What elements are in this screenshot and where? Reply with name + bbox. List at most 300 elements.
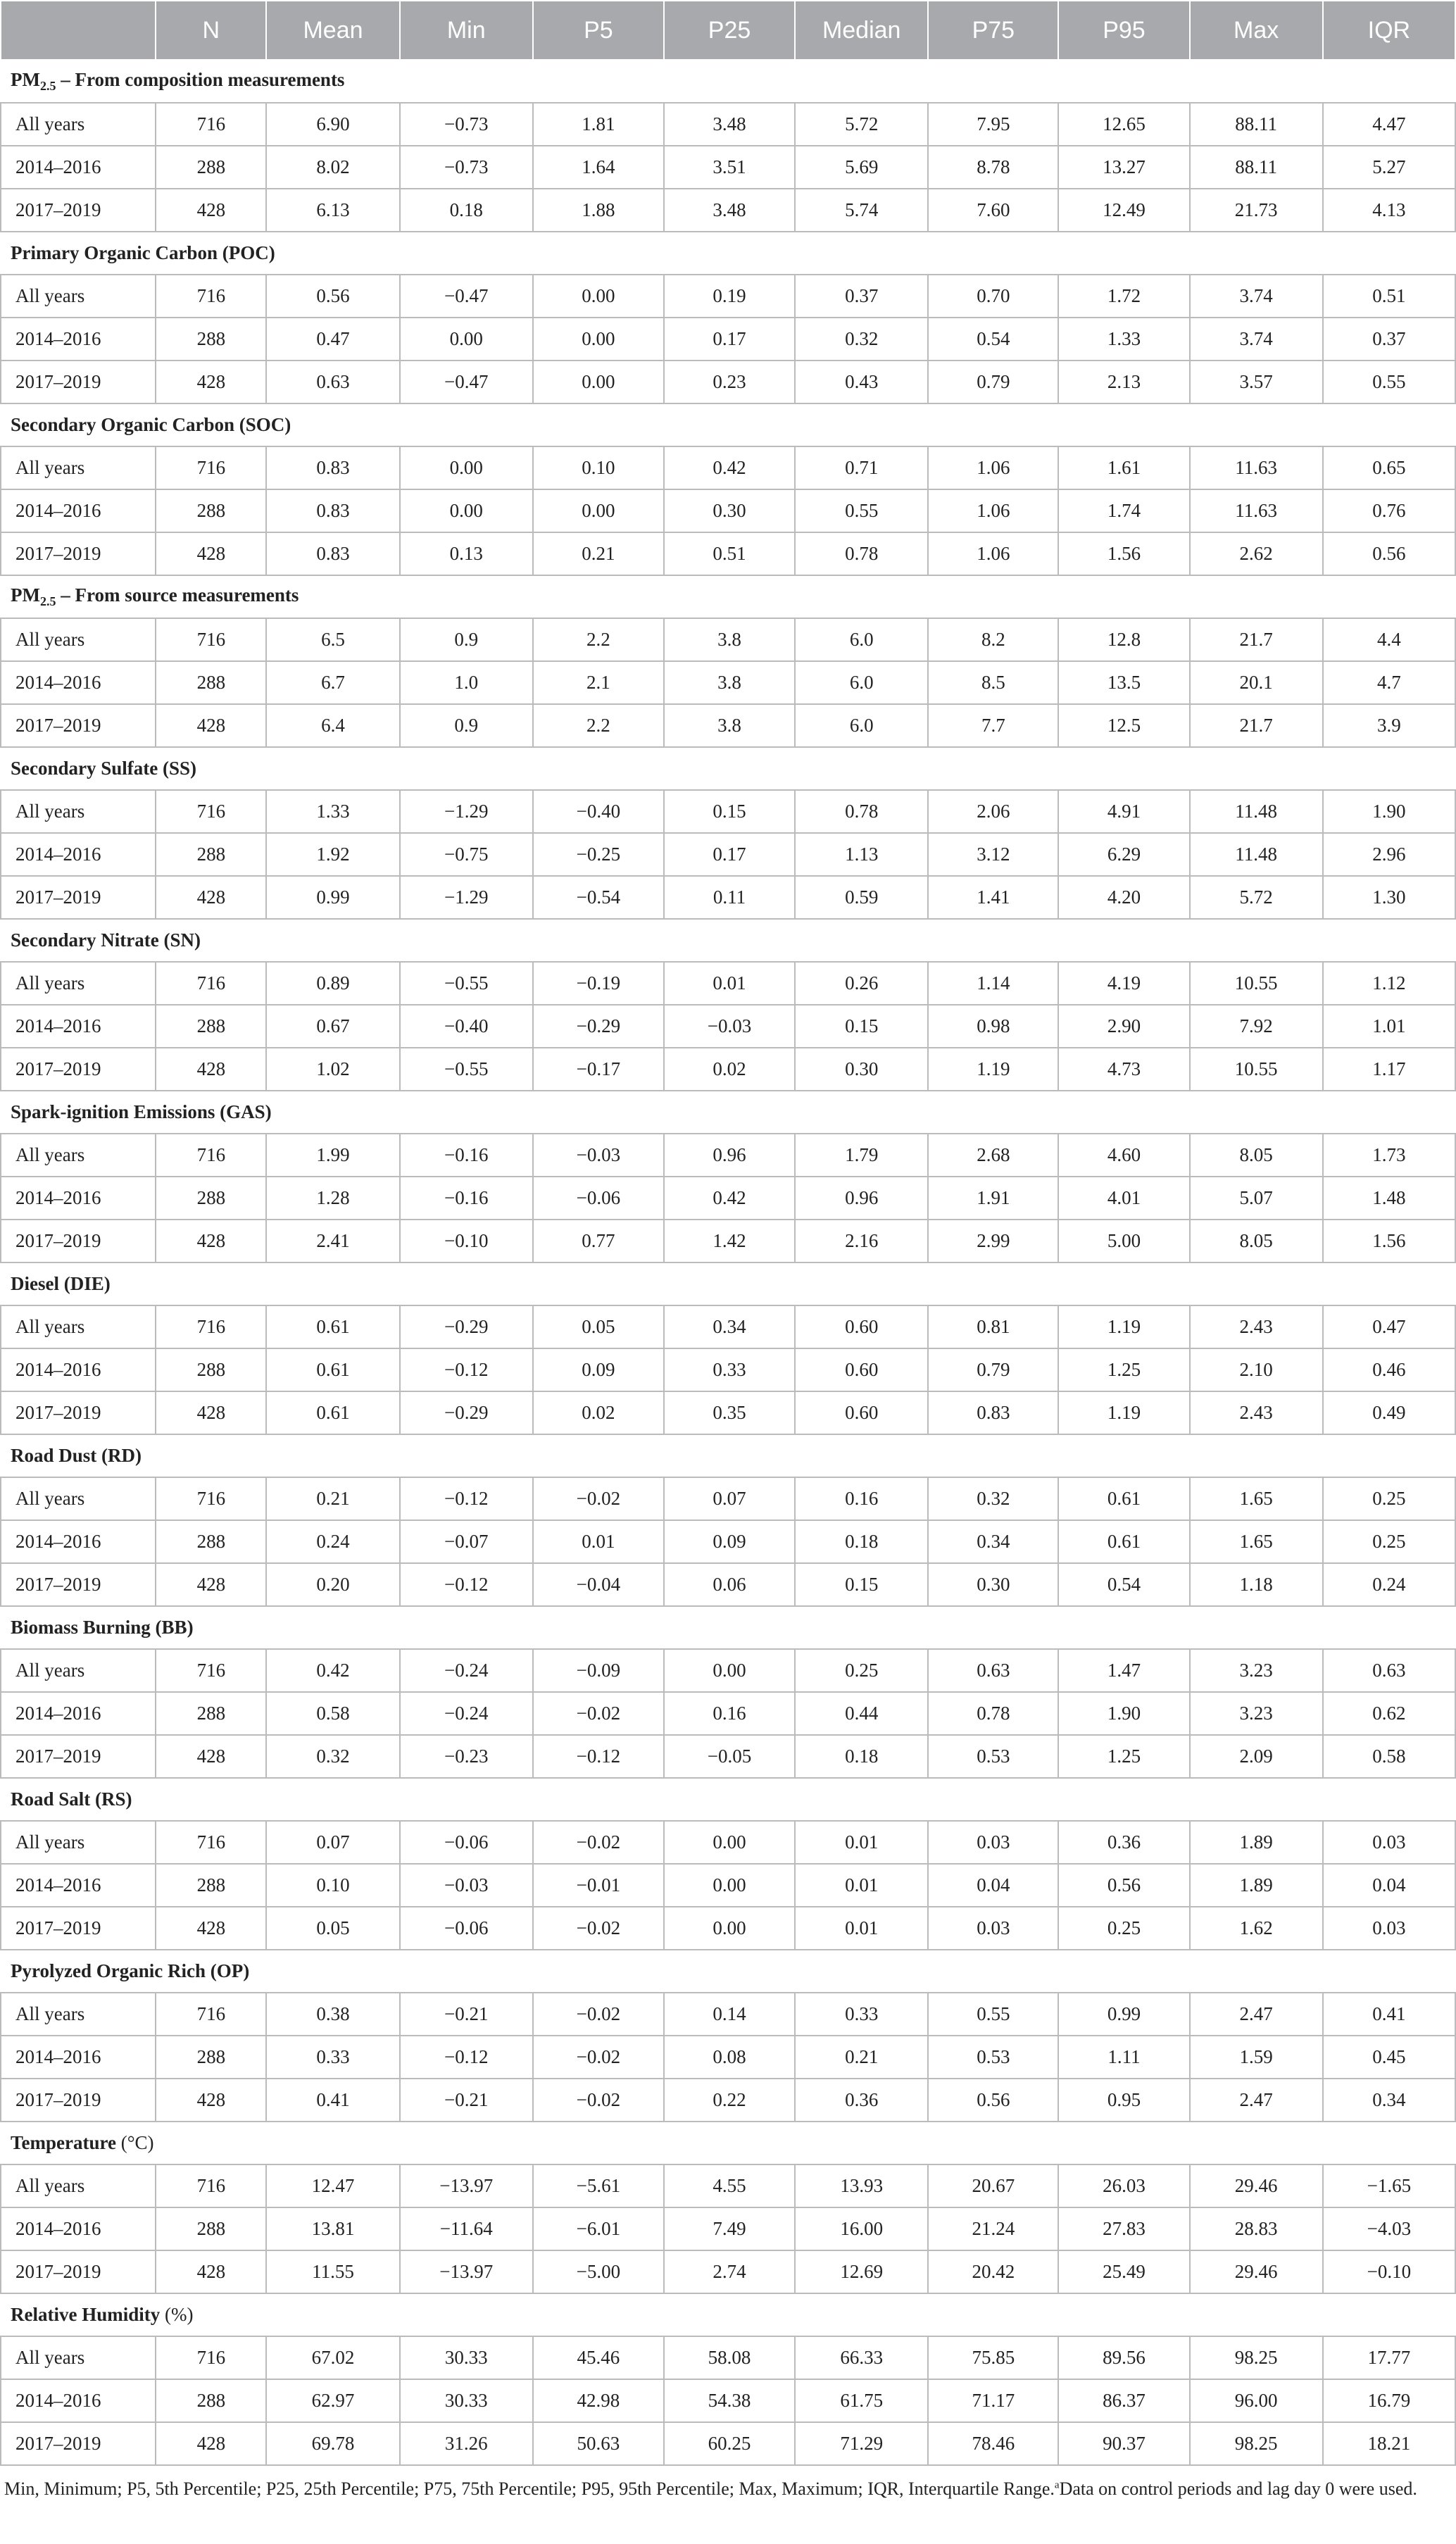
- cell-median: 16.00: [795, 2207, 928, 2250]
- cell-p25: 0.42: [664, 1177, 795, 1220]
- table-row: [1, 2422, 1455, 2465]
- cell-median: 0.25: [795, 1649, 928, 1692]
- cell-min: 0.00: [400, 318, 533, 361]
- cell-p95: 0.95: [1058, 2079, 1189, 2122]
- row-label: All years: [1, 962, 156, 1005]
- cell-p5: 2.2: [533, 704, 664, 747]
- cell-p5: −5.61: [533, 2164, 664, 2207]
- cell-mean: 0.61: [266, 1305, 399, 1348]
- cell-p95: 1.56: [1058, 532, 1189, 575]
- cell-n: 428: [156, 2079, 266, 2122]
- cell-p95: 0.36: [1058, 1821, 1189, 1864]
- cell-p25: 3.8: [664, 618, 795, 661]
- cell-p75: 0.04: [928, 1864, 1058, 1907]
- table-row: [1, 1348, 1455, 1391]
- cell-n: 716: [156, 1134, 266, 1177]
- section-title-text: PM: [11, 584, 40, 606]
- cell-p75: 0.63: [928, 1649, 1058, 1692]
- section-title-text: PM: [11, 69, 40, 90]
- header-cell-iqr: IQR: [1323, 1, 1455, 60]
- table-body: [1, 60, 1455, 2465]
- section-title: [1, 919, 1455, 962]
- cell-min: −0.24: [400, 1692, 533, 1735]
- cell-p95: 2.90: [1058, 1005, 1189, 1048]
- section-header-row: [1, 1091, 1455, 1134]
- cell-max: 10.55: [1190, 962, 1323, 1005]
- cell-min: 1.0: [400, 661, 533, 704]
- cell-p95: 4.91: [1058, 790, 1189, 833]
- cell-p5: −0.09: [533, 1649, 664, 1692]
- section-title-text: Road Salt (RS): [11, 1788, 132, 1810]
- cell-iqr: 1.48: [1323, 1177, 1455, 1220]
- cell-median: 0.32: [795, 318, 928, 361]
- row-label: 2014–2016: [1, 2036, 156, 2079]
- row-label: All years: [1, 790, 156, 833]
- cell-min: −0.21: [400, 2079, 533, 2122]
- table-row: [1, 1005, 1455, 1048]
- cell-max: 1.89: [1190, 1821, 1323, 1864]
- cell-p95: 0.61: [1058, 1477, 1189, 1520]
- cell-p5: −0.29: [533, 1005, 664, 1048]
- cell-mean: 6.7: [266, 661, 399, 704]
- cell-p25: −0.05: [664, 1735, 795, 1778]
- cell-min: −0.24: [400, 1649, 533, 1692]
- cell-p75: 8.78: [928, 146, 1058, 189]
- cell-p95: 4.19: [1058, 962, 1189, 1005]
- cell-p95: 1.19: [1058, 1391, 1189, 1434]
- cell-p75: 1.06: [928, 446, 1058, 489]
- table-row: [1, 876, 1455, 919]
- row-label: 2014–2016: [1, 2379, 156, 2422]
- row-label: 2014–2016: [1, 1864, 156, 1907]
- cell-p25: 0.06: [664, 1563, 795, 1606]
- header-cell-p95: P95: [1058, 1, 1189, 60]
- cell-p25: −0.03: [664, 1005, 795, 1048]
- cell-median: 5.69: [795, 146, 928, 189]
- cell-p5: 0.00: [533, 361, 664, 403]
- cell-median: 0.15: [795, 1563, 928, 1606]
- cell-n: 288: [156, 833, 266, 876]
- cell-p25: 0.00: [664, 1649, 795, 1692]
- cell-max: 11.48: [1190, 790, 1323, 833]
- cell-mean: 0.41: [266, 2079, 399, 2122]
- cell-p25: 0.14: [664, 1993, 795, 2036]
- table-row: [1, 618, 1455, 661]
- footnote-marker: a: [1054, 2479, 1060, 2491]
- cell-p5: 0.00: [533, 275, 664, 318]
- cell-p5: 0.00: [533, 318, 664, 361]
- cell-min: −13.97: [400, 2250, 533, 2293]
- cell-p25: 3.8: [664, 661, 795, 704]
- cell-min: −0.21: [400, 1993, 533, 2036]
- cell-n: 716: [156, 275, 266, 318]
- section-title: [1, 1262, 1455, 1305]
- cell-iqr: 1.30: [1323, 876, 1455, 919]
- cell-n: 288: [156, 146, 266, 189]
- cell-max: 3.23: [1190, 1649, 1323, 1692]
- cell-p5: −0.19: [533, 962, 664, 1005]
- cell-n: 288: [156, 1177, 266, 1220]
- cell-p5: −0.02: [533, 1821, 664, 1864]
- row-label: 2014–2016: [1, 661, 156, 704]
- cell-p95: 12.8: [1058, 618, 1189, 661]
- cell-min: −0.29: [400, 1391, 533, 1434]
- section-header-row: [1, 1950, 1455, 1993]
- cell-p75: 0.34: [928, 1520, 1058, 1563]
- cell-iqr: 0.34: [1323, 2079, 1455, 2122]
- cell-p25: 0.30: [664, 489, 795, 532]
- cell-n: 288: [156, 2379, 266, 2422]
- cell-mean: 0.61: [266, 1348, 399, 1391]
- cell-mean: 0.05: [266, 1907, 399, 1950]
- cell-min: 0.00: [400, 489, 533, 532]
- cell-p5: 50.63: [533, 2422, 664, 2465]
- cell-p75: 8.2: [928, 618, 1058, 661]
- cell-p25: 54.38: [664, 2379, 795, 2422]
- cell-n: 288: [156, 1864, 266, 1907]
- row-label: All years: [1, 1993, 156, 2036]
- row-label: 2017–2019: [1, 876, 156, 919]
- cell-p25: 0.11: [664, 876, 795, 919]
- section-title: [1, 575, 1455, 618]
- cell-iqr: 1.17: [1323, 1048, 1455, 1091]
- table-row: [1, 1048, 1455, 1091]
- cell-max: 2.43: [1190, 1391, 1323, 1434]
- cell-p25: 0.02: [664, 1048, 795, 1091]
- row-label: 2017–2019: [1, 2250, 156, 2293]
- cell-mean: 11.55: [266, 2250, 399, 2293]
- cell-iqr: 0.03: [1323, 1907, 1455, 1950]
- header-cell-min: Min: [400, 1, 533, 60]
- cell-p75: 1.41: [928, 876, 1058, 919]
- cell-p25: 0.19: [664, 275, 795, 318]
- cell-mean: 6.13: [266, 189, 399, 232]
- table-row: [1, 489, 1455, 532]
- cell-p75: 78.46: [928, 2422, 1058, 2465]
- cell-p75: 7.60: [928, 189, 1058, 232]
- cell-min: −0.12: [400, 1348, 533, 1391]
- row-label: 2017–2019: [1, 1563, 156, 1606]
- cell-iqr: 1.56: [1323, 1220, 1455, 1262]
- row-label: 2017–2019: [1, 1048, 156, 1091]
- cell-n: 288: [156, 661, 266, 704]
- cell-p75: 7.95: [928, 103, 1058, 146]
- cell-iqr: 0.25: [1323, 1520, 1455, 1563]
- cell-mean: 1.99: [266, 1134, 399, 1177]
- cell-mean: 0.20: [266, 1563, 399, 1606]
- cell-p75: 0.55: [928, 1993, 1058, 2036]
- row-label: All years: [1, 2336, 156, 2379]
- table-row: [1, 1177, 1455, 1220]
- cell-p95: 0.99: [1058, 1993, 1189, 2036]
- cell-iqr: 16.79: [1323, 2379, 1455, 2422]
- cell-n: 428: [156, 704, 266, 747]
- cell-p95: 0.25: [1058, 1907, 1189, 1950]
- cell-p5: −0.12: [533, 1735, 664, 1778]
- cell-p75: 0.70: [928, 275, 1058, 318]
- cell-n: 428: [156, 361, 266, 403]
- section-title-text: Relative Humidity: [11, 2304, 161, 2325]
- section-title: [1, 1778, 1455, 1821]
- header-row: [1, 1, 1455, 60]
- table-row: [1, 661, 1455, 704]
- cell-max: 3.74: [1190, 318, 1323, 361]
- cell-median: 12.69: [795, 2250, 928, 2293]
- cell-p5: 0.09: [533, 1348, 664, 1391]
- cell-min: −0.07: [400, 1520, 533, 1563]
- cell-p95: 1.25: [1058, 1735, 1189, 1778]
- cell-min: −11.64: [400, 2207, 533, 2250]
- cell-iqr: 18.21: [1323, 2422, 1455, 2465]
- cell-p95: 86.37: [1058, 2379, 1189, 2422]
- row-label: 2014–2016: [1, 318, 156, 361]
- cell-p25: 3.51: [664, 146, 795, 189]
- cell-median: 0.21: [795, 2036, 928, 2079]
- cell-n: 288: [156, 1520, 266, 1563]
- section-header-row: [1, 575, 1455, 618]
- cell-max: 2.62: [1190, 532, 1323, 575]
- cell-p95: 13.27: [1058, 146, 1189, 189]
- cell-p5: 0.02: [533, 1391, 664, 1434]
- row-label: 2017–2019: [1, 704, 156, 747]
- cell-min: −0.55: [400, 962, 533, 1005]
- cell-median: 0.78: [795, 790, 928, 833]
- cell-p95: 1.74: [1058, 489, 1189, 532]
- cell-max: 1.89: [1190, 1864, 1323, 1907]
- cell-max: 20.1: [1190, 661, 1323, 704]
- cell-mean: 0.24: [266, 1520, 399, 1563]
- cell-max: 1.18: [1190, 1563, 1323, 1606]
- cell-mean: 0.99: [266, 876, 399, 919]
- cell-max: 3.74: [1190, 275, 1323, 318]
- cell-p95: 0.61: [1058, 1520, 1189, 1563]
- cell-p5: −0.25: [533, 833, 664, 876]
- section-title: [1, 1434, 1455, 1477]
- cell-mean: 0.61: [266, 1391, 399, 1434]
- row-label: 2017–2019: [1, 1735, 156, 1778]
- cell-mean: 0.32: [266, 1735, 399, 1778]
- cell-p95: 12.65: [1058, 103, 1189, 146]
- table-row: [1, 361, 1455, 403]
- cell-p5: 1.88: [533, 189, 664, 232]
- cell-median: 0.18: [795, 1735, 928, 1778]
- cell-p95: 1.11: [1058, 2036, 1189, 2079]
- cell-iqr: 0.25: [1323, 1477, 1455, 1520]
- cell-max: 2.10: [1190, 1348, 1323, 1391]
- table-row: [1, 1391, 1455, 1434]
- row-label: 2014–2016: [1, 1692, 156, 1735]
- cell-iqr: 3.9: [1323, 704, 1455, 747]
- cell-p75: 21.24: [928, 2207, 1058, 2250]
- cell-p25: 3.48: [664, 103, 795, 146]
- cell-max: 98.25: [1190, 2336, 1323, 2379]
- cell-p95: 12.5: [1058, 704, 1189, 747]
- cell-p95: 0.56: [1058, 1864, 1189, 1907]
- cell-p25: 0.07: [664, 1477, 795, 1520]
- cell-median: 71.29: [795, 2422, 928, 2465]
- table-row: [1, 1735, 1455, 1778]
- cell-mean: 62.97: [266, 2379, 399, 2422]
- cell-max: 21.7: [1190, 618, 1323, 661]
- cell-p95: 1.90: [1058, 1692, 1189, 1735]
- cell-p5: −0.02: [533, 1692, 664, 1735]
- cell-p95: 90.37: [1058, 2422, 1189, 2465]
- cell-p95: 0.54: [1058, 1563, 1189, 1606]
- cell-p95: 6.29: [1058, 833, 1189, 876]
- cell-max: 5.72: [1190, 876, 1323, 919]
- cell-median: 13.93: [795, 2164, 928, 2207]
- section-title-suffix: (°C): [115, 2132, 154, 2153]
- section-header-row: [1, 60, 1455, 103]
- cell-n: 428: [156, 1391, 266, 1434]
- cell-p5: −0.02: [533, 2079, 664, 2122]
- row-label: All years: [1, 275, 156, 318]
- cell-max: 5.07: [1190, 1177, 1323, 1220]
- cell-p25: 3.48: [664, 189, 795, 232]
- cell-median: 6.0: [795, 661, 928, 704]
- cell-p75: 0.54: [928, 318, 1058, 361]
- cell-median: 0.43: [795, 361, 928, 403]
- section-title-suffix: – From source measurements: [56, 584, 299, 606]
- cell-min: −0.73: [400, 146, 533, 189]
- cell-p25: 2.74: [664, 2250, 795, 2293]
- cell-iqr: 5.27: [1323, 146, 1455, 189]
- cell-mean: 0.47: [266, 318, 399, 361]
- cell-p5: 45.46: [533, 2336, 664, 2379]
- cell-n: 716: [156, 618, 266, 661]
- table-row: [1, 2079, 1455, 2122]
- table-row: [1, 318, 1455, 361]
- cell-p95: 1.61: [1058, 446, 1189, 489]
- cell-min: −1.29: [400, 790, 533, 833]
- cell-n: 716: [156, 790, 266, 833]
- cell-p75: 0.79: [928, 361, 1058, 403]
- cell-iqr: 0.49: [1323, 1391, 1455, 1434]
- table-row: [1, 1864, 1455, 1907]
- cell-p75: 0.32: [928, 1477, 1058, 1520]
- row-label: All years: [1, 1821, 156, 1864]
- cell-p5: −0.02: [533, 1993, 664, 2036]
- cell-median: 0.36: [795, 2079, 928, 2122]
- cell-min: −0.55: [400, 1048, 533, 1091]
- section-title-suffix: – From composition measurements: [56, 69, 345, 90]
- cell-min: −0.10: [400, 1220, 533, 1262]
- cell-median: 0.37: [795, 275, 928, 318]
- cell-iqr: 0.65: [1323, 446, 1455, 489]
- cell-p25: 0.09: [664, 1520, 795, 1563]
- cell-max: 88.11: [1190, 146, 1323, 189]
- row-label: 2014–2016: [1, 1177, 156, 1220]
- cell-p95: 12.49: [1058, 189, 1189, 232]
- cell-p75: 1.06: [928, 532, 1058, 575]
- table-row: [1, 1907, 1455, 1950]
- cell-p75: 2.06: [928, 790, 1058, 833]
- row-label: 2014–2016: [1, 2207, 156, 2250]
- cell-iqr: 0.47: [1323, 1305, 1455, 1348]
- cell-n: 288: [156, 1692, 266, 1735]
- cell-p25: 0.42: [664, 446, 795, 489]
- cell-p95: 4.73: [1058, 1048, 1189, 1091]
- cell-max: 8.05: [1190, 1134, 1323, 1177]
- cell-median: 0.96: [795, 1177, 928, 1220]
- cell-max: 8.05: [1190, 1220, 1323, 1262]
- cell-p75: 0.98: [928, 1005, 1058, 1048]
- cell-p25: 60.25: [664, 2422, 795, 2465]
- cell-p25: 0.34: [664, 1305, 795, 1348]
- cell-p5: −0.02: [533, 1477, 664, 1520]
- section-title-text: Pyrolyzed Organic Rich (OP): [11, 1960, 250, 1981]
- cell-min: −0.06: [400, 1907, 533, 1950]
- table-row: [1, 446, 1455, 489]
- cell-mean: 0.10: [266, 1864, 399, 1907]
- section-title: [1, 2293, 1455, 2336]
- header-cell-blank: [1, 1, 156, 60]
- cell-mean: 0.07: [266, 1821, 399, 1864]
- row-label: All years: [1, 618, 156, 661]
- cell-max: 29.46: [1190, 2164, 1323, 2207]
- row-label: 2017–2019: [1, 1220, 156, 1262]
- cell-median: 0.15: [795, 1005, 928, 1048]
- cell-p25: 0.22: [664, 2079, 795, 2122]
- cell-p25: 0.33: [664, 1348, 795, 1391]
- section-title-subscript: 2.5: [39, 79, 56, 93]
- row-label: All years: [1, 1305, 156, 1348]
- cell-max: 1.65: [1190, 1520, 1323, 1563]
- cell-iqr: 1.12: [1323, 962, 1455, 1005]
- cell-p75: 0.53: [928, 2036, 1058, 2079]
- cell-n: 428: [156, 2422, 266, 2465]
- cell-n: 716: [156, 2164, 266, 2207]
- cell-p25: 0.51: [664, 532, 795, 575]
- cell-median: 0.33: [795, 1993, 928, 2036]
- cell-p25: 3.8: [664, 704, 795, 747]
- cell-min: −0.47: [400, 275, 533, 318]
- cell-median: 5.74: [795, 189, 928, 232]
- table-row: [1, 189, 1455, 232]
- section-title: [1, 1606, 1455, 1649]
- section-header-row: [1, 1262, 1455, 1305]
- cell-p95: 89.56: [1058, 2336, 1189, 2379]
- cell-p25: 0.96: [664, 1134, 795, 1177]
- cell-min: 0.00: [400, 446, 533, 489]
- table-row: [1, 1520, 1455, 1563]
- cell-iqr: −1.65: [1323, 2164, 1455, 2207]
- cell-iqr: 0.03: [1323, 1821, 1455, 1864]
- cell-median: 0.55: [795, 489, 928, 532]
- cell-min: −0.12: [400, 1563, 533, 1606]
- section-header-row: [1, 2293, 1455, 2336]
- cell-median: 0.60: [795, 1348, 928, 1391]
- cell-p25: 0.35: [664, 1391, 795, 1434]
- cell-p95: 1.19: [1058, 1305, 1189, 1348]
- table-row: [1, 790, 1455, 833]
- cell-min: 0.13: [400, 532, 533, 575]
- table-row: [1, 1563, 1455, 1606]
- cell-max: 98.25: [1190, 2422, 1323, 2465]
- section-title-text: Secondary Sulfate (SS): [11, 758, 197, 779]
- cell-p75: 20.67: [928, 2164, 1058, 2207]
- cell-n: 716: [156, 103, 266, 146]
- row-label: All years: [1, 103, 156, 146]
- cell-p25: 0.08: [664, 2036, 795, 2079]
- cell-min: −0.23: [400, 1735, 533, 1778]
- cell-n: 288: [156, 489, 266, 532]
- cell-min: −0.12: [400, 1477, 533, 1520]
- cell-p95: 27.83: [1058, 2207, 1189, 2250]
- cell-n: 716: [156, 1477, 266, 1520]
- row-label: All years: [1, 2164, 156, 2207]
- table-row: [1, 1134, 1455, 1177]
